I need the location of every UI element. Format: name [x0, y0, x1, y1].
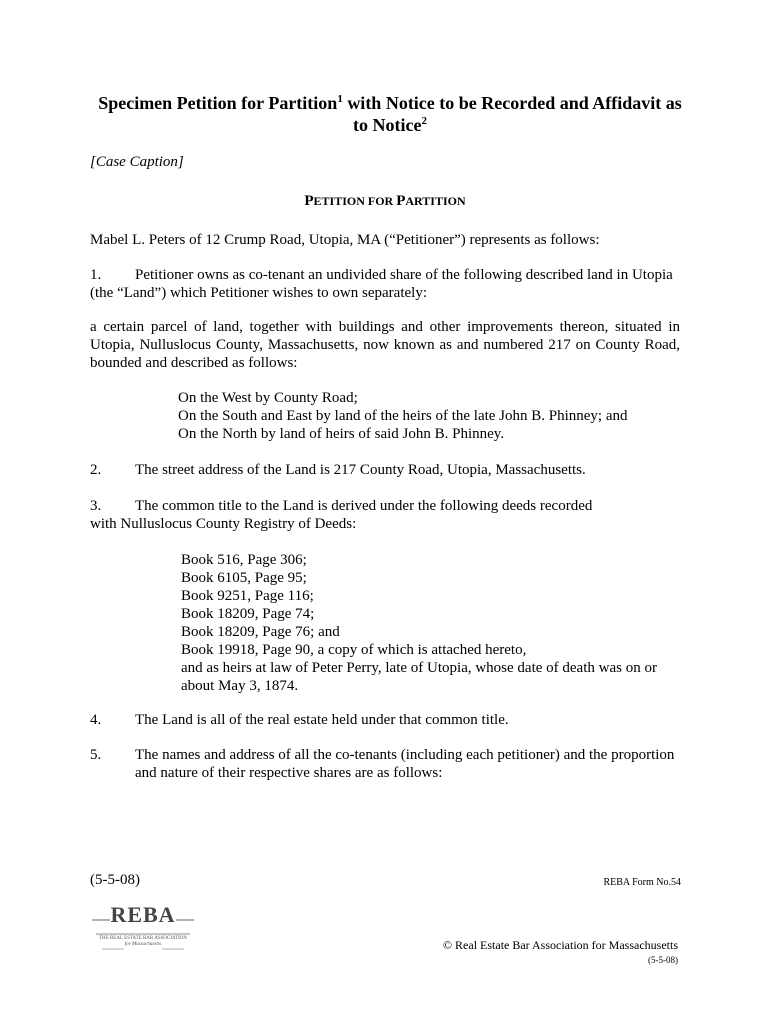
form-number: REBA Form No.54 — [603, 877, 681, 888]
item-1-text-line2: (the “Land”) which Petitioner wishes to own separately: — [90, 285, 427, 301]
bounds-list — [178, 389, 698, 443]
deed-item: about May 3, 1874. — [181, 678, 299, 694]
deed-item: Book 6105, Page 95; — [181, 570, 307, 586]
bound-north: On the North by land of heirs of said John B. Phinney. — [178, 426, 505, 442]
item-1-number: 1. — [90, 267, 102, 283]
item-4-text: The Land is all of the real estate held under that common title. — [135, 712, 509, 728]
heading-cap-p2: P — [396, 193, 406, 209]
copyright-date: (5-5-08) — [648, 955, 678, 965]
bound-south-east: On the South and East by land of the heirs of the late John B. Phinney; and — [178, 408, 628, 424]
item-4-number: 4. — [90, 712, 102, 728]
case-caption: [Case Caption] — [90, 154, 184, 170]
section-heading — [90, 192, 680, 210]
intro-paragraph: Mabel L. Peters of 12 Crump Road, Utopia, MA (“Petitioner”) represents as follows: — [90, 232, 600, 248]
item-1 — [90, 266, 680, 302]
logo-subtitle-line2: for Massachusetts — [124, 942, 162, 947]
item-5-number: 5. — [90, 747, 102, 763]
item-3 — [90, 497, 680, 533]
footnote-ref-1[interactable]: 1 — [337, 93, 343, 105]
footer-date: (5-5-08) — [90, 872, 140, 888]
document-title-line1 — [60, 93, 720, 114]
title-text: Specimen Petition for Partition — [98, 93, 338, 113]
heading-small-2: ARTITION — [405, 194, 466, 208]
heading-small-1: ETITION FOR — [313, 194, 397, 208]
item-3-text-line1: The common title to the Land is derived under the following deeds recorded — [135, 498, 593, 514]
logo-subtitle-line1: THE REAL ESTATE BAR ASSOCIATION — [98, 936, 188, 941]
logo-wordmark: REBA — [110, 902, 176, 927]
deed-item: Book 19918, Page 90, a copy of which is attached hereto, — [181, 642, 527, 658]
heading-cap-p: P — [304, 193, 314, 209]
item-2-text: The street address of the Land is 217 County Road, Utopia, Massachusetts. — [135, 462, 586, 478]
document-title-line2 — [60, 115, 720, 136]
item-5-text — [135, 746, 680, 782]
bound-west: On the West by County Road; — [178, 390, 358, 406]
deed-item: Book 516, Page 306; — [181, 552, 307, 568]
deed-item: Book 18209, Page 76; and — [181, 624, 340, 640]
title-text-rest: with Notice to be Recorded and Affidavit as — [342, 93, 682, 113]
item-5-text-line1: The names and address of all the co-tenants (including each petitioner) and the proportion — [135, 747, 675, 763]
logo-subtitle — [88, 936, 198, 948]
deed-item: Book 18209, Page 74; — [181, 606, 315, 622]
footnote-ref-2[interactable]: 2 — [421, 115, 427, 127]
deed-item: and as heirs at law of Peter Perry, late of Utopia, whose date of death was on or — [181, 660, 657, 676]
copyright-notice: © Real Estate Bar Association for Massachusetts — [442, 938, 678, 952]
item-5-text-line2: and nature of their respective shares are as follows: — [135, 765, 443, 781]
item-4 — [90, 711, 680, 729]
item-2-number: 2. — [90, 462, 102, 478]
item-3-text-line2: with Nulluslocus County Registry of Deeds: — [90, 516, 357, 532]
item-1-text-line1: Petitioner owns as co-tenant an undivided share of the following described land in Utopia — [135, 267, 673, 283]
reba-logo — [88, 902, 198, 954]
deed-item: Book 9251, Page 116; — [181, 588, 314, 604]
item-3-number: 3. — [90, 498, 102, 514]
deeds-list — [181, 551, 701, 695]
item-2 — [90, 461, 680, 479]
title-text-2: to Notice — [353, 115, 422, 135]
parcel-description: a certain parcel of land, together with buildings and other improvements thereon, situated in Utopia, Nulluslocus County, Massachusetts, now known as and numbered 217 on County Road, bounded and described as follows: — [90, 319, 680, 371]
